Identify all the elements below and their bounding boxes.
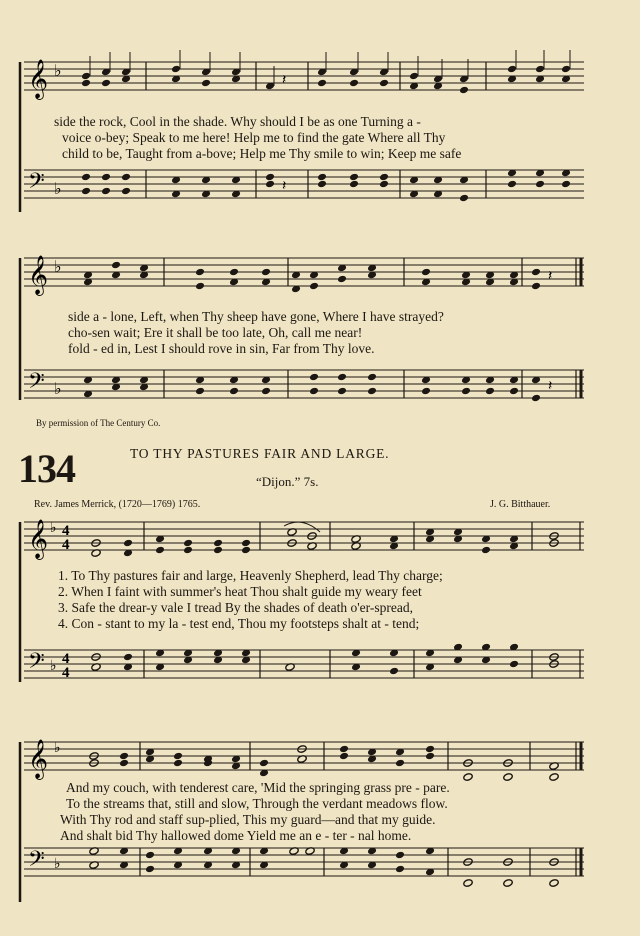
svg-text:𝄽: 𝄽 xyxy=(282,179,287,194)
svg-text:𝄽: 𝄽 xyxy=(548,379,553,394)
svg-text:𝄞: 𝄞 xyxy=(28,519,49,559)
system-4-lyric-1: And my couch, with tenderest care, 'Mid the springing grass pre - pare. xyxy=(66,780,450,795)
system-4-lyric-2: To the streams that, still and slow, Through the verdant meadows flow. xyxy=(66,796,448,811)
permission-credit: By permission of The Century Co. xyxy=(36,418,161,428)
svg-text:♭: ♭ xyxy=(50,521,57,536)
system-3-lyric-2: 2. When I faint with summer's heat Thou shalt guide my weary feet xyxy=(58,584,422,599)
system-3-lyric-4: 4. Con - stant to my la - test end, Thou my footsteps shalt at - tend; xyxy=(58,616,420,631)
svg-text:♭: ♭ xyxy=(54,857,61,872)
svg-text:4: 4 xyxy=(62,537,70,553)
system-4-lyric-3: With Thy rod and staff sup-plied, This my guard—and that my guide. xyxy=(60,812,436,827)
svg-text:𝄢: 𝄢 xyxy=(28,369,45,399)
system-2-bass xyxy=(24,369,584,402)
system-1-bass xyxy=(24,169,584,203)
svg-text:♭: ♭ xyxy=(54,381,62,398)
composer-credit: J. G. Bitthauer. xyxy=(490,499,551,510)
tune-name: “Dijon.” 7s. xyxy=(256,474,319,489)
system-1-lyric-1: side the rock, Cool in the shade. Why should I be as one Turning a - xyxy=(54,114,421,129)
system-3-lyric-3: 3. Safe the drear-y vale I tread By the shades of death o'er-spread, xyxy=(58,600,413,615)
hymn-title: TO THY PASTURES FAIR AND LARGE. xyxy=(130,446,390,461)
system-2-lyric-3: fold - ed in, Lest I should rove in sin, Far from Thy love. xyxy=(68,341,375,356)
svg-text:𝄞: 𝄞 xyxy=(28,255,49,295)
system-2-lyric-2: cho-sen wait; Ere it shall be too late, Oh, call me near! xyxy=(68,325,363,340)
svg-text:♭: ♭ xyxy=(50,659,57,674)
svg-text:𝄢: 𝄢 xyxy=(28,649,45,679)
system-1-lyric-3: child to be, Taught from a-bove; Help me Thy smile to win; Keep me safe xyxy=(62,146,462,161)
svg-text:𝄢: 𝄢 xyxy=(28,169,45,199)
svg-text:𝄢: 𝄢 xyxy=(28,847,45,877)
svg-text:4: 4 xyxy=(62,665,70,681)
svg-text:4: 4 xyxy=(62,523,70,539)
svg-text:𝄞: 𝄞 xyxy=(28,739,49,779)
svg-text:𝄞: 𝄞 xyxy=(28,59,49,99)
system-3-lyric-1: 1. To Thy pastures fair and large, Heavenly Shepherd, lead Thy charge; xyxy=(58,568,443,583)
system-4-bass xyxy=(24,847,584,888)
svg-text:♭: ♭ xyxy=(54,181,62,198)
system-3-bass xyxy=(24,643,584,681)
svg-text:♭: ♭ xyxy=(54,63,62,80)
system-2-lyric-1: side a - lone, Left, when Thy sheep have gone, Where I have strayed? xyxy=(68,309,444,324)
svg-text:♭: ♭ xyxy=(54,259,62,276)
svg-text:4: 4 xyxy=(62,651,70,667)
system-1-lyric-2: voice o-bey; Speak to me here! Help me to find the gate Where all Thy xyxy=(62,130,446,145)
svg-text:𝄽: 𝄽 xyxy=(548,269,553,284)
svg-text:𝄽: 𝄽 xyxy=(282,73,287,88)
hymn-number: 134 xyxy=(18,446,75,491)
lyricist-credit: Rev. James Merrick, (1720—1769) 1765. xyxy=(34,499,201,510)
system-4-lyric-4: And shalt bid Thy hallowed dome Yield me an e - ter - nal home. xyxy=(60,828,412,843)
svg-text:♭: ♭ xyxy=(54,741,61,756)
